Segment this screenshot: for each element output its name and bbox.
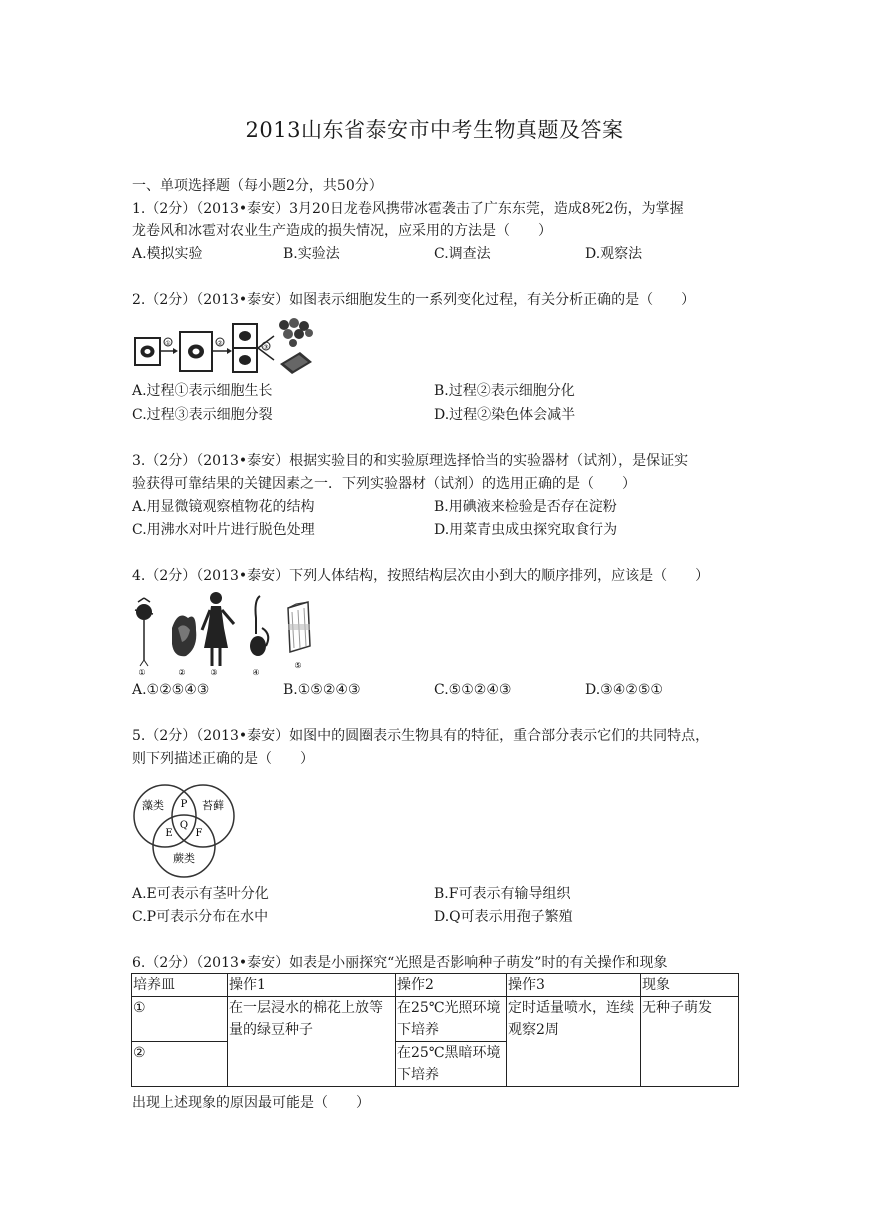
q2-option-c: C.过程③表示细胞分裂 xyxy=(132,407,273,423)
header-op3: 操作3 xyxy=(507,974,641,997)
q6-stem-after: 出现上述现象的原因最可能是（ ） xyxy=(132,1095,370,1111)
q1-stem-line1: 1.（2分）（2013•泰安）3月20日龙卷风携带冰雹袭击了广东东莞，造成8死2伤，为掌握 xyxy=(132,201,684,217)
q6-stem-line1: 6.（2分）（2013•泰安）如表是小丽探究“光照是否影响种子萌发”时的有关操作和现象 xyxy=(132,955,668,971)
digestive-system-image xyxy=(250,596,268,656)
q2-option-a: A.过程①表示细胞生长 xyxy=(132,383,273,399)
q4-option-a: A.①②⑤④③ xyxy=(132,682,210,698)
q4-stem-line1: 4.（2分）（2013•泰安）下列人体结构，按照结构层次由小到大的顺序排列，应该是（ ） xyxy=(132,568,710,584)
venn-region-f: F xyxy=(195,828,203,839)
cell-change-figure xyxy=(132,318,322,376)
venn-label-algae: 藻类 xyxy=(142,799,164,812)
q3-option-c: C.用沸水对叶片进行脱色处理 xyxy=(132,522,315,538)
q1-option-c: C.调查法 xyxy=(434,246,491,262)
q5-stem-line2: 则下列描述正确的是（ ） xyxy=(132,751,314,767)
q3-option-d: D.用菜青虫成虫探究取食行为 xyxy=(434,522,618,538)
table-header-row xyxy=(132,974,739,997)
q1-option-d: D.观察法 xyxy=(585,246,643,262)
q2-stem-line1: 2.（2分）（2013•泰安）如图表示细胞发生的一系列变化过程，有关分析正确的是（ ） xyxy=(132,292,696,308)
q5-option-c: C.P可表示分布在水中 xyxy=(132,909,269,925)
q3-option-a: A.用显微镜观察植物花的结构 xyxy=(132,499,315,515)
q1-option-a: A.模拟实验 xyxy=(132,246,203,262)
structure-label-3: ③ xyxy=(210,668,218,677)
structure-label-1: ① xyxy=(138,668,146,677)
header-op2: 操作2 xyxy=(396,974,507,997)
q4-option-c: C.⑤①②④③ xyxy=(434,682,512,698)
op1-cell: 在一层浸水的棉花上放等量的绿豆种子 xyxy=(228,997,396,1087)
q4-option-b: B.①⑤②④③ xyxy=(283,682,361,698)
dish-1: ① xyxy=(132,997,228,1042)
header-op1: 操作1 xyxy=(228,974,396,997)
body-structure-figure xyxy=(132,588,322,678)
q1-option-b: B.实验法 xyxy=(283,246,340,262)
q5-option-a: A.E可表示有茎叶分化 xyxy=(132,886,269,902)
header-result: 现象 xyxy=(641,974,739,997)
q5-option-b: B.F可表示有输导组织 xyxy=(434,886,571,902)
organ-image xyxy=(172,616,196,657)
process-label-3: ③ xyxy=(263,344,269,351)
venn-label-fern: 蕨类 xyxy=(173,852,195,865)
human-body-image xyxy=(202,592,234,666)
q2-option-b: B.过程②表示细胞分化 xyxy=(434,383,575,399)
q3-stem-line1: 3.（2分）（2013•泰安）根据实验目的和实验原理选择恰当的实验器材（试剂），是保证实 xyxy=(132,453,689,469)
dish-2: ② xyxy=(132,1042,228,1087)
q2-option-d: D.过程②染色体会减半 xyxy=(434,407,576,423)
q3-stem-line2: 验获得可靠结果的关键因素之一．下列实验器材（试剂）的选用正确的是（ ） xyxy=(132,476,636,492)
experiment-table xyxy=(131,973,739,1087)
q5-stem-line1: 5.（2分）（2013•泰安）如图中的圆圈表示生物具有的特征，重合部分表示它们的共同特点， xyxy=(132,728,710,744)
op2-dark-cell: 在25℃黑暗环境下培养 xyxy=(396,1042,507,1087)
q3-option-b: B.用碘液来检验是否存在淀粉 xyxy=(434,499,617,515)
structure-label-5: ⑤ xyxy=(294,661,302,670)
header-dish: 培养皿 xyxy=(132,974,228,997)
neuron-cell-image xyxy=(135,598,153,666)
process-label-1: ① xyxy=(165,340,171,347)
table-row xyxy=(132,997,739,1042)
q1-stem-line2: 龙卷风和冰雹对农业生产造成的损失情况，应采用的方法是（ ） xyxy=(132,223,552,239)
page-title: 2013山东省泰安市中考生物真题及答案 xyxy=(245,118,624,142)
venn-region-p: P xyxy=(180,799,188,810)
venn-label-moss: 苔藓 xyxy=(202,799,224,812)
tissue-image xyxy=(288,602,310,652)
q5-option-d: D.Q可表示用孢子繁殖 xyxy=(434,909,573,925)
op2-light-cell: 在25℃光照环境下培养 xyxy=(396,997,507,1042)
structure-label-4: ④ xyxy=(252,668,260,677)
section-heading: 一、单项选择题（每小题2分，共50分） xyxy=(132,178,383,194)
op3-cell: 定时适量喷水，连续观察2周 xyxy=(507,997,641,1087)
structure-label-2: ② xyxy=(178,668,186,677)
result-cell: 无种子萌发 xyxy=(641,997,739,1087)
process-label-2: ② xyxy=(217,340,223,347)
q4-option-d: D.③④②⑤① xyxy=(585,682,663,698)
venn-diagram xyxy=(131,782,237,880)
venn-region-q: Q xyxy=(179,820,189,831)
venn-region-e: E xyxy=(165,828,173,839)
